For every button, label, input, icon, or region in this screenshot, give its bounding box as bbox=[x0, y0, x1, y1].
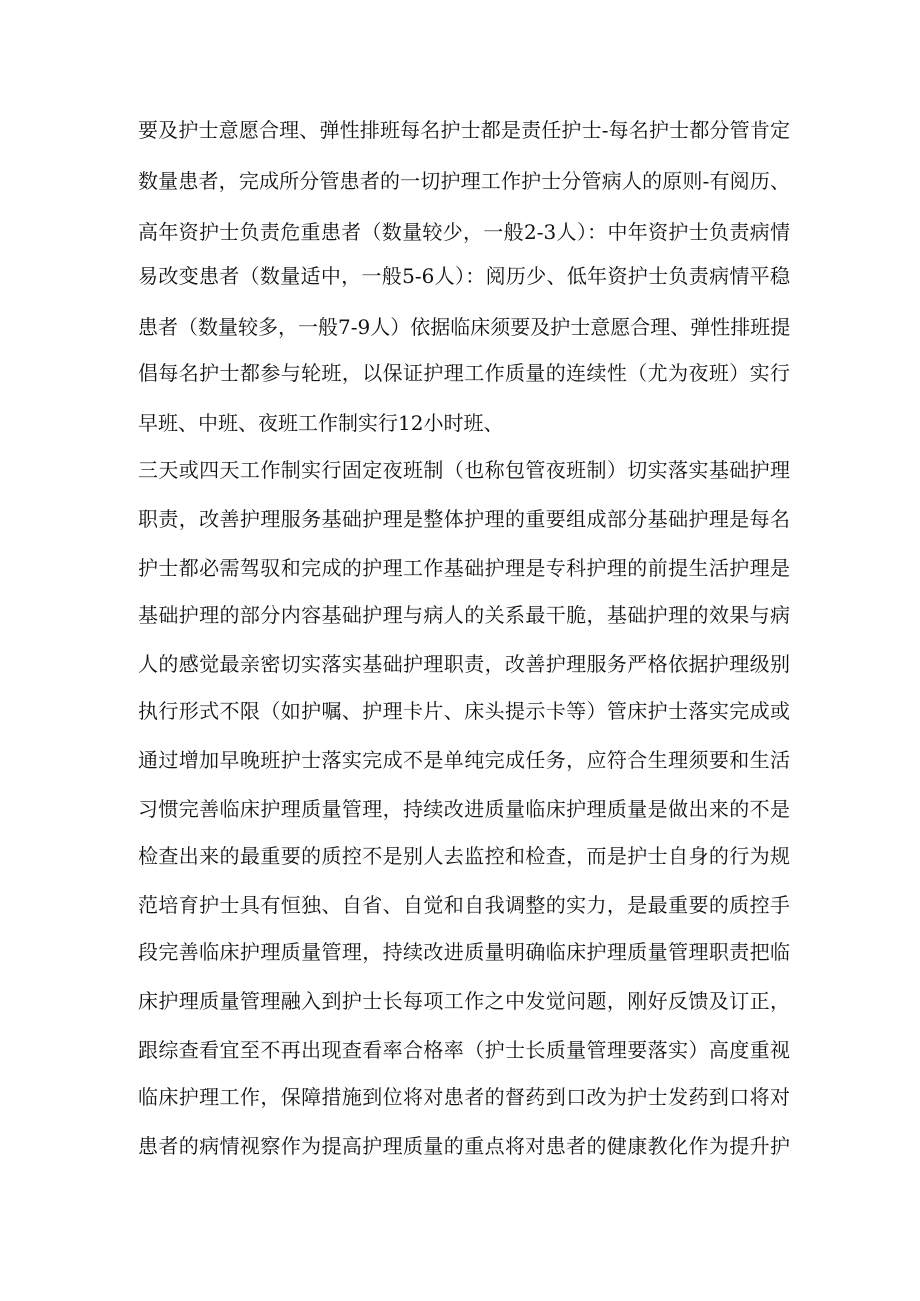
text-line: 易改变患者（数量适中，一般5-6人）：阅历少、低年资护士负责病情平稳 bbox=[138, 264, 790, 288]
text-line: 通过增加早晚班护士落实完成不是单纯完成任务，应符合生理须要和生活 bbox=[138, 748, 790, 772]
text-line: 三天或四天工作制实行固定夜班制（也称包管夜班制）切实落实基础护理 bbox=[138, 458, 790, 482]
text-line: 检查出来的最重要的质控不是别人去监控和检查，而是护士自身的行为规 bbox=[138, 844, 790, 868]
text-line: 执行形式不限（如护嘱、护理卡片、床头提示卡等）管床护士落实完成或 bbox=[138, 699, 790, 723]
text-line: 数量患者，完成所分管患者的一切护理工作护士分管病人的原则-有阅历、 bbox=[138, 169, 790, 193]
text-line: 基础护理的部分内容基础护理与病人的关系最干脆，基础护理的效果与病 bbox=[138, 603, 790, 627]
text-line: 范培育护士具有恒独、自省、自觉和自我调整的实力，是最重要的质控手 bbox=[138, 893, 790, 917]
text-line: 段完善临床护理质量管理，持续改进质量明确临床护理质量管理职责把临 bbox=[138, 940, 790, 964]
text-line: 临床护理工作，保障措施到位将对患者的督药到口改为护士发药到口将对 bbox=[138, 1085, 790, 1109]
text-line: 习惯完善临床护理质量管理，持续改进质量临床护理质量是做出来的不是 bbox=[138, 797, 790, 821]
text-line: 职责，改善护理服务基础护理是整体护理的重要组成部分基础护理是每名 bbox=[138, 507, 790, 531]
text-line: 人的感觉最亲密切实落实基础护理职责，改善护理服务严格依据护理级别 bbox=[138, 652, 790, 676]
text-line: 倡每名护士都参与轮班，以保证护理工作质量的连续性（尤为夜班）实行 bbox=[138, 361, 790, 385]
text-line: 早班、中班、夜班工作制实行12小时班、 bbox=[138, 411, 504, 435]
text-line: 跟综查看宜至不再出现查看率合格率（护士长质量管理要落实）高度重视 bbox=[138, 1038, 790, 1062]
text-line: 护士都必需驾驭和完成的护理工作基础护理是专科护理的前提生活护理是 bbox=[138, 556, 790, 580]
text-line: 患者（数量较多，一般7-9人）依据临床须要及护士意愿合理、弹性排班提 bbox=[138, 315, 790, 339]
text-line: 要及护士意愿合理、弹性排班每名护士都是责任护士-每名护士都分管肯定 bbox=[138, 118, 790, 142]
text-line: 床护理质量管理融入到护士长每项工作之中发觉问题，刚好反馈及订正， bbox=[138, 989, 790, 1013]
text-line: 高年资护士负责危重患者（数量较少，一般2-3人）：中年资护士负责病情 bbox=[138, 220, 790, 244]
text-line: 患者的病情视察作为提高护理质量的重点将对患者的健康教化作为提升护 bbox=[138, 1134, 790, 1158]
